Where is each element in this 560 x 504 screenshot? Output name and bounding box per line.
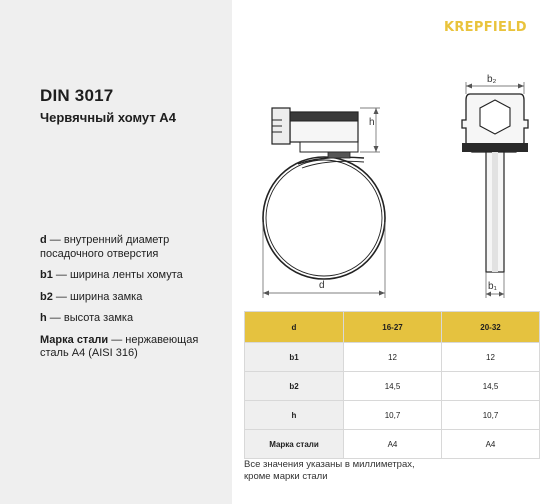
definition-b1: b1 — ширина ленты хомута — [40, 269, 183, 281]
spec-table — [244, 311, 540, 459]
units-note — [244, 459, 415, 483]
table-row-label: Марка стали — [245, 430, 344, 459]
definition-b2: b2 — ширина замка — [40, 290, 143, 303]
table-cell: 14,5 — [344, 372, 442, 401]
table-header-cell: 20-32 — [442, 312, 540, 343]
table-cell: 12 — [344, 343, 442, 372]
table-cell: 12 — [442, 343, 540, 372]
dimension-h — [360, 108, 380, 152]
clamp-side-view — [462, 94, 528, 272]
table-row — [245, 343, 540, 372]
definitions-list — [40, 234, 228, 369]
table-header-cell: 16-27 — [344, 312, 442, 343]
table-header-row — [245, 312, 540, 343]
units-note-line: Все значения указаны в миллиметрах, — [244, 459, 415, 470]
definition-d: d — внутренний диаметр посадочного отверстия — [40, 234, 170, 260]
table-cell: 14,5 — [442, 372, 540, 401]
clamp-front-view — [263, 108, 385, 279]
brand-logo: KREPFIELD — [444, 20, 527, 35]
table-cell: А4 — [442, 430, 540, 459]
label-b1: b₁ — [488, 281, 497, 292]
table-row — [245, 430, 540, 459]
product-subtitle: Червячный хомут А4 — [40, 110, 176, 125]
definition-h: h — высота замка — [40, 312, 134, 324]
table-cell: А4 — [344, 430, 442, 459]
product-title: DIN 3017 — [40, 86, 114, 105]
table-cell: 10,7 — [344, 401, 442, 430]
table-row — [245, 401, 540, 430]
table-row-label: h — [245, 401, 344, 430]
table-header-cell: d — [245, 312, 344, 343]
label-h: h — [369, 117, 375, 128]
label-d: d — [319, 280, 325, 291]
table-row-label: b2 — [245, 372, 344, 401]
table-row — [245, 372, 540, 401]
label-b2: b₂ — [487, 74, 497, 85]
units-note-line: кроме марки стали — [244, 471, 328, 482]
table-row-label: b1 — [245, 343, 344, 372]
clamp-technical-drawing — [232, 0, 560, 304]
table-cell: 10,7 — [442, 401, 540, 430]
definition-steel: Марка стали — нержавеющая сталь А4 (AISI 316) — [40, 333, 199, 359]
